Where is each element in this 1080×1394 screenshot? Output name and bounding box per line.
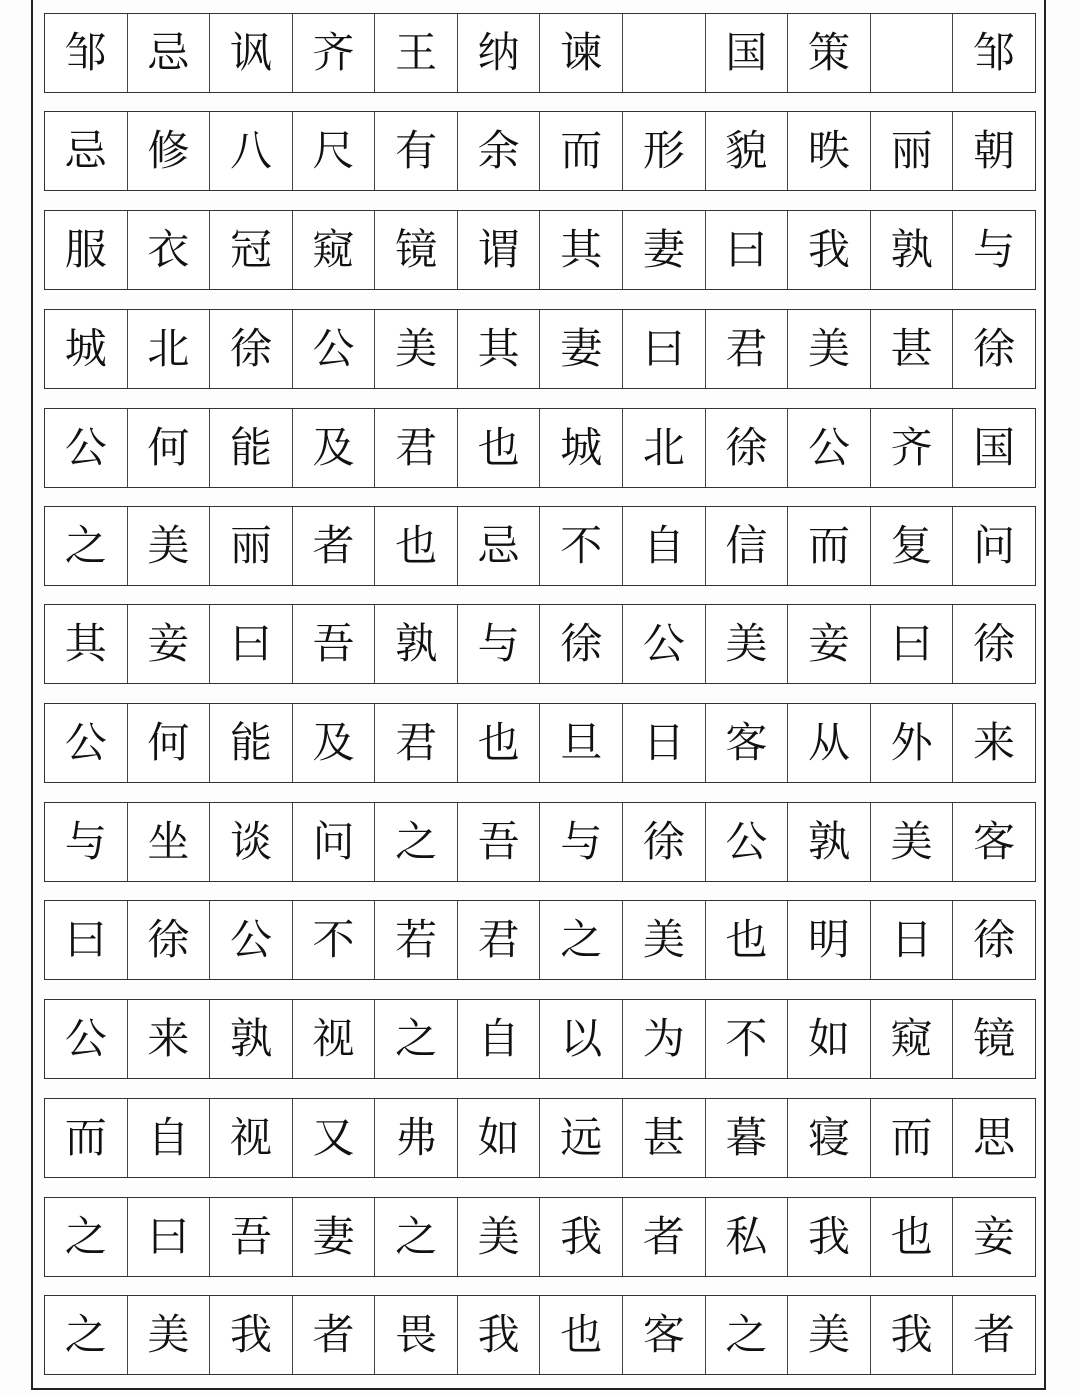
grid-cell: 丽: [871, 112, 954, 190]
grid-cell: 吾: [293, 605, 376, 683]
grid-cell: 其: [540, 211, 623, 289]
grid-cell: 策: [788, 14, 871, 92]
grid-row: [44, 408, 1036, 488]
grid-cell: [623, 14, 706, 92]
grid-cell: 齐: [871, 409, 954, 487]
grid-cell: 我: [871, 1296, 954, 1374]
grid-cell: 公: [45, 704, 128, 782]
grid-cell: 来: [973, 718, 1016, 767]
grid-cell: [871, 14, 954, 92]
grid-cell: 而: [788, 507, 871, 585]
grid-cell: 齐: [293, 14, 376, 92]
grid-cell: 不: [540, 507, 623, 585]
grid-cell: 王: [375, 14, 458, 92]
grid-cell: 北: [623, 409, 706, 487]
grid-cell: 纳: [458, 14, 541, 92]
grid-cell: 君: [375, 409, 458, 487]
grid-cell: 弗: [375, 1099, 458, 1177]
grid-cell: 徐: [973, 324, 1016, 373]
grid-cell: 窥: [871, 1000, 954, 1078]
grid-cell: 也: [375, 507, 458, 585]
grid-cell: 问: [293, 803, 376, 881]
grid-cell: 客: [623, 1296, 706, 1374]
grid-cell: 客: [973, 817, 1016, 866]
grid-cell: 也: [458, 409, 541, 487]
grid-row: [44, 210, 1036, 290]
grid-cell: 美: [706, 605, 789, 683]
grid-cell: 窥: [293, 211, 376, 289]
grid-cell: 问: [973, 521, 1016, 570]
grid-cell: 与: [458, 605, 541, 683]
grid-cell: 其: [458, 310, 541, 388]
grid-row: [44, 111, 1036, 191]
grid-cell: 君: [458, 901, 541, 979]
grid-cell: 形: [623, 112, 706, 190]
grid-cell: 之: [375, 1000, 458, 1078]
grid-cell: 从: [788, 704, 871, 782]
grid-cell: 思: [973, 1113, 1016, 1162]
grid-cell: 徐: [128, 901, 211, 979]
grid-cell: 貌: [706, 112, 789, 190]
grid-cell: 之: [706, 1296, 789, 1374]
grid-cell: 与: [973, 225, 1016, 274]
grid-cell: 吾: [210, 1198, 293, 1276]
grid-cell: 忌: [458, 507, 541, 585]
grid-cell: 者: [973, 1310, 1016, 1359]
grid-cell: 北: [128, 310, 211, 388]
grid-cell: 远: [540, 1099, 623, 1177]
grid-cell: 美: [375, 310, 458, 388]
grid-cell: 如: [458, 1099, 541, 1177]
grid-cell: 徐: [210, 310, 293, 388]
grid-cell: 妾: [788, 605, 871, 683]
grid-cell: 甚: [623, 1099, 706, 1177]
grid-cell: 妾: [128, 605, 211, 683]
grid-cell: 徐: [706, 409, 789, 487]
grid-cell: 妻: [623, 211, 706, 289]
grid-cell: 我: [788, 211, 871, 289]
grid-cell: 旦: [540, 704, 623, 782]
grid-cell: 视: [293, 1000, 376, 1078]
grid-cell: 若: [375, 901, 458, 979]
grid-cell: 昳: [788, 112, 871, 190]
grid-cell: 孰: [210, 1000, 293, 1078]
grid-cell: 公: [210, 901, 293, 979]
grid-cell: 邹: [973, 28, 1016, 77]
grid-row: [44, 802, 1036, 882]
grid-cell: 妻: [293, 1198, 376, 1276]
grid-cell: 复: [871, 507, 954, 585]
grid-cell: 君: [375, 704, 458, 782]
grid-cell: 明: [788, 901, 871, 979]
grid-cell: 忌: [45, 112, 128, 190]
grid-cell: 何: [128, 704, 211, 782]
grid-cell: 有: [375, 112, 458, 190]
grid-cell: 及: [293, 704, 376, 782]
grid-cell: 之: [45, 1296, 128, 1374]
grid-cell: 曰: [210, 605, 293, 683]
grid-cell: 自: [458, 1000, 541, 1078]
grid-cell: 曰: [871, 605, 954, 683]
grid-cell: 视: [210, 1099, 293, 1177]
grid-cell: 邹: [45, 14, 128, 92]
grid-cell: 如: [788, 1000, 871, 1078]
grid-cell: 畏: [375, 1296, 458, 1374]
grid-cell: 日: [871, 901, 954, 979]
grid-cell: 孰: [375, 605, 458, 683]
grid-cell: 我: [788, 1198, 871, 1276]
grid-row: [44, 13, 1036, 93]
grid-cell: 日: [623, 704, 706, 782]
page-border: [31, 0, 1046, 1390]
grid-cell: 甚: [871, 310, 954, 388]
grid-cell: 美: [788, 310, 871, 388]
grid-cell: 衣: [128, 211, 211, 289]
grid-cell: 徐: [973, 915, 1016, 964]
grid-cell: 君: [706, 310, 789, 388]
grid-cell: 曰: [623, 310, 706, 388]
grid-cell: 也: [458, 704, 541, 782]
grid-cell: 徐: [540, 605, 623, 683]
grid-row: [44, 604, 1036, 684]
grid-cell: 朝: [973, 126, 1016, 175]
grid-cell: 谓: [458, 211, 541, 289]
grid-cell: 客: [706, 704, 789, 782]
grid-cell: 我: [540, 1198, 623, 1276]
grid-cell: 尺: [293, 112, 376, 190]
grid-row: [44, 506, 1036, 586]
grid-cell: 美: [623, 901, 706, 979]
grid-cell: 公: [706, 803, 789, 881]
grid-cell: 公: [45, 409, 128, 487]
grid-cell: 我: [210, 1296, 293, 1374]
grid-cell: 之: [375, 1198, 458, 1276]
grid-cell: 也: [540, 1296, 623, 1374]
grid-cell: 者: [293, 507, 376, 585]
grid-cell: 之: [375, 803, 458, 881]
grid-row: [44, 999, 1036, 1079]
grid-cell: 国: [706, 14, 789, 92]
grid-cell: 曰: [128, 1198, 211, 1276]
grid-cell: 忌: [128, 14, 211, 92]
grid-cell: 及: [293, 409, 376, 487]
grid-cell: 来: [128, 1000, 211, 1078]
grid-cell: 城: [45, 310, 128, 388]
grid-cell: 城: [540, 409, 623, 487]
grid-cell: 美: [128, 1296, 211, 1374]
grid-cell: 谏: [540, 14, 623, 92]
grid-cell: 徐: [623, 803, 706, 881]
grid-cell: 八: [210, 112, 293, 190]
grid-cell: 吾: [458, 803, 541, 881]
grid-cell: 而: [871, 1099, 954, 1177]
grid-cell: 与: [540, 803, 623, 881]
grid-cell: 自: [128, 1099, 211, 1177]
grid-cell: 曰: [706, 211, 789, 289]
grid-row: [44, 309, 1036, 389]
grid-cell: 妻: [540, 310, 623, 388]
grid-cell: 者: [293, 1296, 376, 1374]
grid-row: [44, 1098, 1036, 1178]
grid-cell: 孰: [871, 211, 954, 289]
grid-cell: 美: [128, 507, 211, 585]
grid-cell: 寝: [788, 1099, 871, 1177]
grid-cell: 公: [293, 310, 376, 388]
grid-cell: 又: [293, 1099, 376, 1177]
grid-row: [44, 1295, 1036, 1375]
grid-cell: 何: [128, 409, 211, 487]
grid-cell: 谈: [210, 803, 293, 881]
grid-cell: 公: [623, 605, 706, 683]
grid-row: [44, 900, 1036, 980]
grid-cell: 国: [973, 423, 1016, 472]
grid-cell: 余: [458, 112, 541, 190]
grid-cell: 我: [458, 1296, 541, 1374]
grid-cell: 暮: [706, 1099, 789, 1177]
grid-cell: 坐: [128, 803, 211, 881]
grid-cell: 而: [540, 112, 623, 190]
grid-cell: 信: [706, 507, 789, 585]
grid-cell: 丽: [210, 507, 293, 585]
grid-cell: 镜: [973, 1014, 1016, 1063]
grid-cell: 者: [623, 1198, 706, 1276]
grid-cell: 也: [706, 901, 789, 979]
grid-cell: 能: [210, 704, 293, 782]
grid-cell: 公: [788, 409, 871, 487]
grid-cell: 镜: [375, 211, 458, 289]
grid-cell: 公: [45, 1000, 128, 1078]
grid-cell: 冠: [210, 211, 293, 289]
grid-cell: 之: [540, 901, 623, 979]
grid-cell: 美: [871, 803, 954, 881]
grid-row: [44, 1197, 1036, 1277]
grid-cell: 为: [623, 1000, 706, 1078]
grid-cell: 能: [210, 409, 293, 487]
grid-cell: 不: [706, 1000, 789, 1078]
grid-cell: 与: [45, 803, 128, 881]
grid-row: [44, 703, 1036, 783]
grid-cell: 不: [293, 901, 376, 979]
grid-cell: 徐: [973, 619, 1016, 668]
grid-cell: 修: [128, 112, 211, 190]
grid-cell: 自: [623, 507, 706, 585]
grid-cell: 曰: [45, 901, 128, 979]
grid-cell: 讽: [210, 14, 293, 92]
grid-cell: 以: [540, 1000, 623, 1078]
grid-cell: 美: [458, 1198, 541, 1276]
grid-cell: 也: [871, 1198, 954, 1276]
grid-cell: 而: [45, 1099, 128, 1177]
grid-cell: 妾: [973, 1212, 1016, 1261]
grid-cell: 美: [788, 1296, 871, 1374]
grid-cell: 孰: [788, 803, 871, 881]
grid-cell: 外: [871, 704, 954, 782]
grid-cell: 服: [45, 211, 128, 289]
grid-cell: 其: [45, 605, 128, 683]
grid-cell: 之: [45, 1198, 128, 1276]
grid-cell: 之: [45, 507, 128, 585]
grid-cell: 私: [706, 1198, 789, 1276]
